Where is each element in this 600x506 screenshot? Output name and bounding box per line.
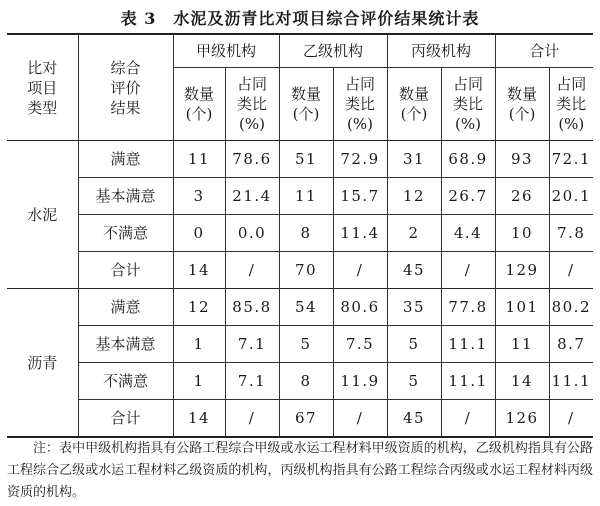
count-cell: 51 <box>279 141 333 178</box>
result-cell: 不满意 <box>78 363 173 400</box>
table-row <box>7 400 593 438</box>
header-eval-result: 综合评价结果 <box>78 34 173 141</box>
table-row <box>7 141 593 178</box>
percent-cell: 11.1 <box>441 363 495 400</box>
header-pct: 占同类比(%) <box>549 68 593 141</box>
table-body <box>7 141 593 438</box>
count-cell: 14 <box>173 252 225 289</box>
percent-cell: 7.5 <box>333 326 387 363</box>
result-cell: 合计 <box>78 252 173 289</box>
count-cell: 3 <box>173 178 225 215</box>
count-cell: 12 <box>173 289 225 326</box>
percent-cell: / <box>441 252 495 289</box>
percent-cell: 11.1 <box>441 326 495 363</box>
count-cell: 45 <box>387 252 441 289</box>
table-row <box>7 178 593 215</box>
header-pct: 占同类比(%) <box>441 68 495 141</box>
count-cell: 12 <box>387 178 441 215</box>
percent-cell: 0.0 <box>225 215 279 252</box>
header-count: 数量(个) <box>387 68 441 141</box>
count-cell: 5 <box>387 363 441 400</box>
percent-cell: / <box>225 400 279 438</box>
result-cell: 基本满意 <box>78 178 173 215</box>
count-cell: 31 <box>387 141 441 178</box>
percent-cell: 7.1 <box>225 363 279 400</box>
count-cell: 45 <box>387 400 441 438</box>
count-cell: 129 <box>495 252 549 289</box>
count-cell: 1 <box>173 363 225 400</box>
header-pct: 占同类比(%) <box>333 68 387 141</box>
percent-cell: / <box>333 400 387 438</box>
count-cell: 8 <box>279 363 333 400</box>
percent-cell: 26.7 <box>441 178 495 215</box>
results-table <box>7 33 593 438</box>
header-pct: 占同类比(%) <box>225 68 279 141</box>
table-row <box>7 326 593 363</box>
table-row <box>7 252 593 289</box>
count-cell: 5 <box>279 326 333 363</box>
result-cell: 基本满意 <box>78 326 173 363</box>
count-cell: 126 <box>495 400 549 438</box>
percent-cell: 7.8 <box>549 215 593 252</box>
percent-cell: / <box>549 252 593 289</box>
result-cell: 满意 <box>78 289 173 326</box>
percent-cell: / <box>225 252 279 289</box>
header-group-total: 合计 <box>495 34 593 68</box>
section-name-cell: 沥青 <box>7 289 78 438</box>
count-cell: 14 <box>495 363 549 400</box>
count-cell: 10 <box>495 215 549 252</box>
percent-cell: 80.2 <box>549 289 593 326</box>
header-count: 数量(个) <box>279 68 333 141</box>
header-project-type: 比对项目类型 <box>7 34 78 141</box>
percent-cell: 15.7 <box>333 178 387 215</box>
percent-cell: 80.6 <box>333 289 387 326</box>
header-group-b: 乙级机构 <box>279 34 387 68</box>
percent-cell: 8.7 <box>549 326 593 363</box>
percent-cell: 7.1 <box>225 326 279 363</box>
percent-cell: 11.1 <box>549 363 593 400</box>
count-cell: 93 <box>495 141 549 178</box>
count-cell: 67 <box>279 400 333 438</box>
count-cell: 2 <box>387 215 441 252</box>
count-cell: 35 <box>387 289 441 326</box>
percent-cell: 77.8 <box>441 289 495 326</box>
header-row-groups <box>7 34 593 68</box>
percent-cell: / <box>333 252 387 289</box>
count-cell: 101 <box>495 289 549 326</box>
count-cell: 11 <box>495 326 549 363</box>
percent-cell: 72.1 <box>549 141 593 178</box>
percent-cell: / <box>441 400 495 438</box>
header-group-c: 丙级机构 <box>387 34 495 68</box>
result-cell: 满意 <box>78 141 173 178</box>
percent-cell: / <box>549 400 593 438</box>
percent-cell: 11.4 <box>333 215 387 252</box>
percent-cell: 4.4 <box>441 215 495 252</box>
result-cell: 不满意 <box>78 215 173 252</box>
count-cell: 5 <box>387 326 441 363</box>
percent-cell: 11.9 <box>333 363 387 400</box>
table-title: 表 3 水泥及沥青比对项目综合评价结果统计表 <box>120 9 480 28</box>
header-count: 数量(个) <box>173 68 225 141</box>
count-cell: 11 <box>173 141 225 178</box>
count-cell: 11 <box>279 178 333 215</box>
percent-cell: 78.6 <box>225 141 279 178</box>
table-row <box>7 363 593 400</box>
section-name-cell: 水泥 <box>27 205 58 224</box>
count-cell: 70 <box>279 252 333 289</box>
percent-cell: 85.8 <box>225 289 279 326</box>
percent-cell: 20.1 <box>549 178 593 215</box>
result-cell: 合计 <box>78 400 173 438</box>
count-cell: 0 <box>173 215 225 252</box>
table-note: 注：表中甲级机构指具有公路工程综合甲级或水运工程材料甲级资质的机构，乙级机构指具有公路工程综合乙级或水运工程材料乙级资质的机构，丙级机构指具有公路工程综合丙级或水运工程材料丙级资质的机构。 <box>7 441 593 500</box>
percent-cell: 72.9 <box>333 141 387 178</box>
count-cell: 26 <box>495 178 549 215</box>
table-row <box>7 289 593 326</box>
count-cell: 54 <box>279 289 333 326</box>
header-group-a: 甲级机构 <box>173 34 279 68</box>
header-count: 数量(个) <box>495 68 549 141</box>
count-cell: 8 <box>279 215 333 252</box>
table-row <box>7 215 593 252</box>
percent-cell: 68.9 <box>441 141 495 178</box>
count-cell: 14 <box>173 400 225 438</box>
percent-cell: 21.4 <box>225 178 279 215</box>
count-cell: 1 <box>173 326 225 363</box>
